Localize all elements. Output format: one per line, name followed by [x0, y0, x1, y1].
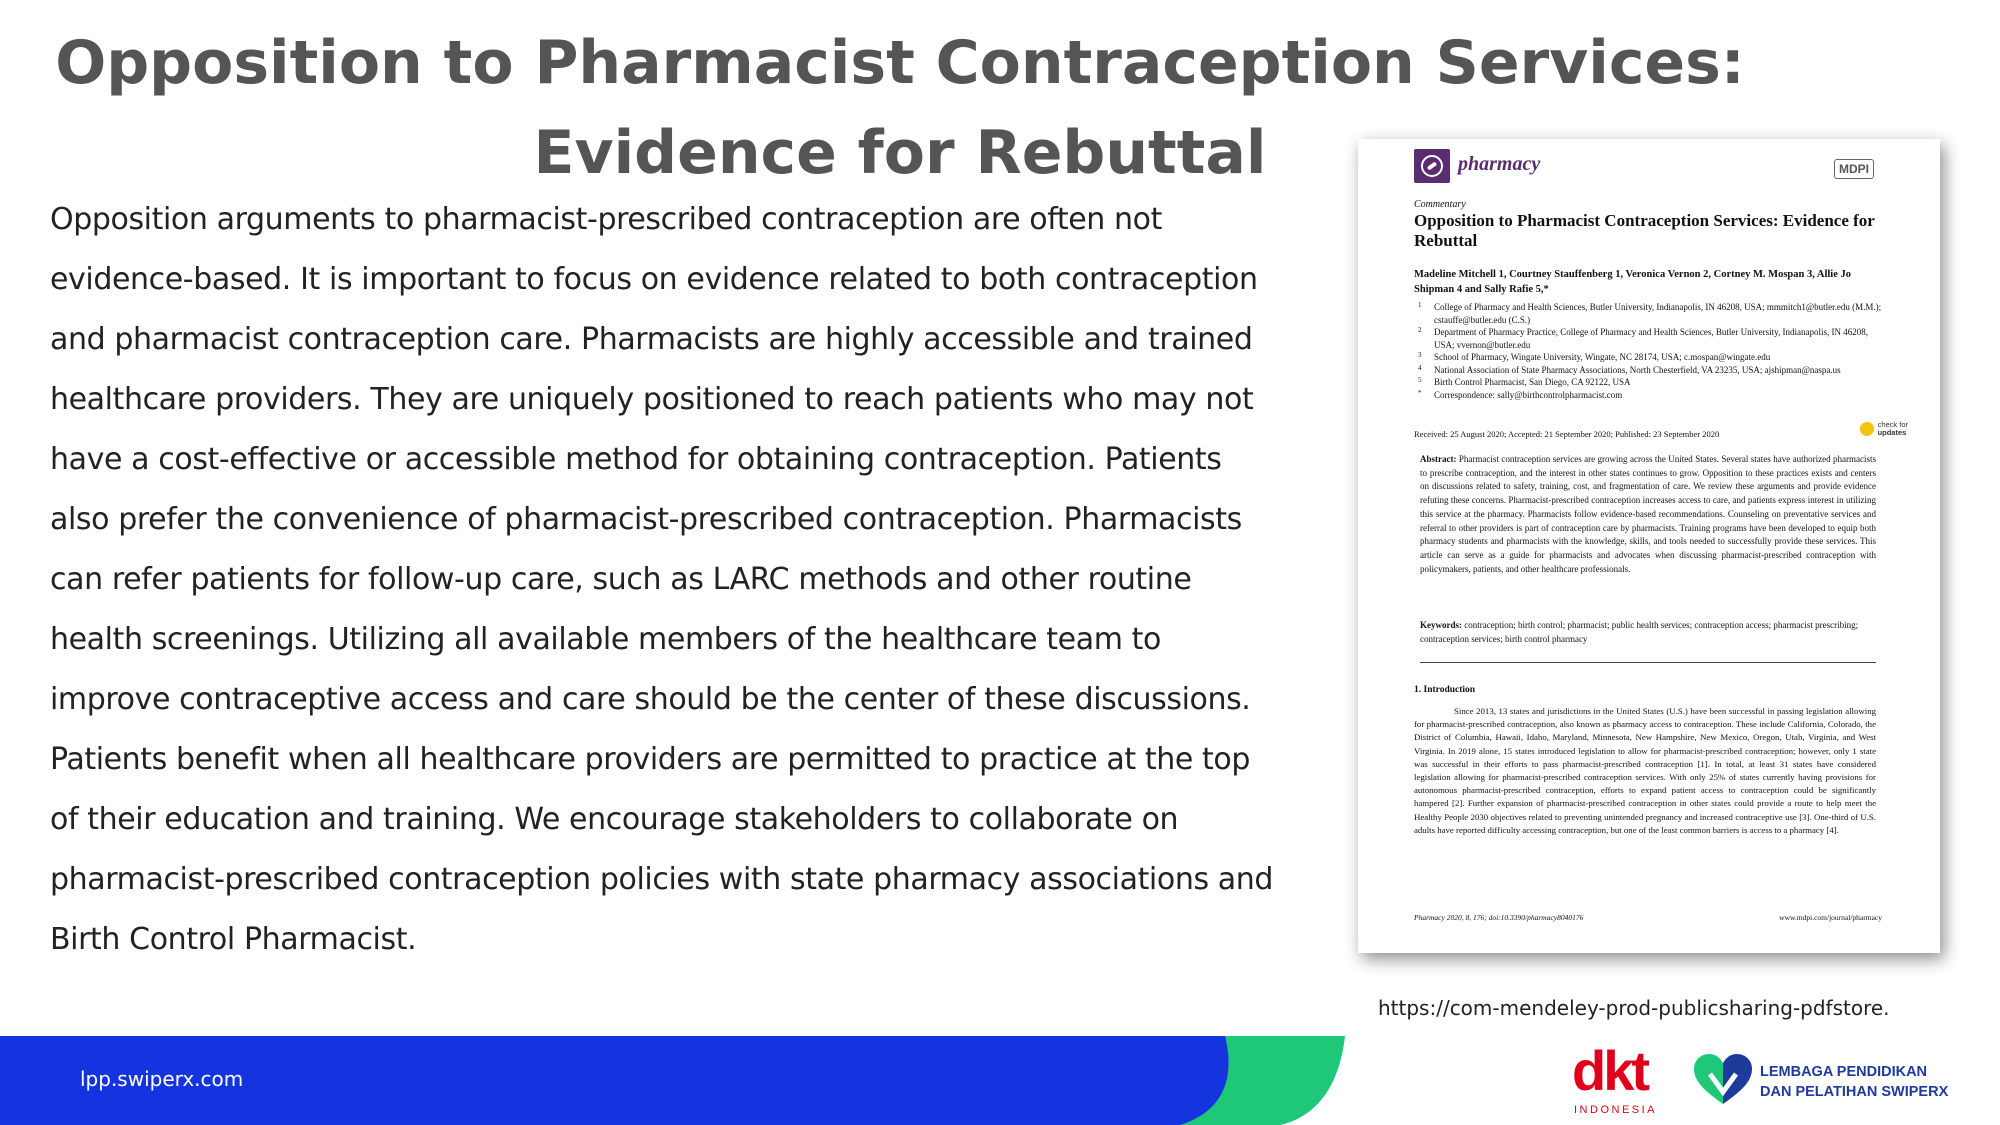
affiliation-item: 3 School of Pharmacy, Wingate University, Wingate, NC 28174, USA; c.mospan@wingate.edu [1418, 351, 1771, 362]
lpp-heart-icon [1692, 1052, 1754, 1106]
paper-type: Commentary [1414, 199, 1466, 210]
affiliation-item: 1 College of Pharmacy and Health Sciences, Butler University, Indianapolis, IN 46208, USA; mmmitch1@butler.edu (M.M.); cstauffe@butler.edu (C.S.) [1418, 301, 1882, 325]
paper-abstract: Abstract: Pharmacist contraception services are growing across the United States. Several states have authorized pharmacists to prescribe contraception, and the interest in other states continues to grow. Opposition to these practices exists and centers on discussions related to safety, training, cost, and fragmentation of care. We review these arguments and provide evidence refuting these concerns. Pharmacist-prescribed contraception increases access to care, and patients express interest in utilizing this service at the pharmacy. Pharmacists follow evidence-based recommendations. Counseling on preventative services and referral to other providers is part of contraception care by pharmacists. Training programs have been developed to equip both pharmacy students and pharmacists with the knowledge, skills, and tools needed to successfully provide these services. This article can serve as a guide for pharmacists and advocates when discussing pharmacist-prescribed contraception with policymakers, patients, and other healthcare professionals. [1420, 454, 1876, 574]
affiliation-item: 2 Department of Pharmacy Practice, College of Pharmacy and Health Sciences, Butler University, Indianapolis, IN 46208, USA; vvernon@butler.edu [1418, 326, 1869, 350]
intro-heading: 1. Introduction [1414, 685, 1476, 695]
source-url: https://com-mendeley-prod-publicsharing-pdfstore. [1378, 996, 1890, 1020]
paper-dates: Received: 25 August 2020; Accepted: 21 September 2020; Published: 23 September 2020 [1414, 429, 1720, 439]
dkt-logo: dkt INDONESIA [1572, 1039, 1658, 1116]
journal-name: pharmacy [1458, 153, 1541, 175]
affiliation-item: * Correspondence: sally@birthcontrolpharmacist.com [1418, 388, 1623, 400]
paper-title: Opposition to Pharmacist Contraception Services: Evidence for Rebuttal [1414, 211, 1875, 250]
slide-title-line1: Opposition to Pharmacist Contraception Services: [55, 28, 1745, 98]
publisher-logo: MDPI [1834, 159, 1874, 179]
footer-url: lpp.swiperx.com [80, 1067, 244, 1091]
lpp-logo-text: LEMBAGA PENDIDIKAN DAN PELATIHAN SWIPERX [1760, 1064, 1949, 1100]
check-updates-icon [1860, 422, 1874, 436]
intro-text: Since 2013, 13 states and jurisdictions in the United States (U.S.) have been successful in passing legislation allowing for pharmacist-prescribed contraception, also known as pharmacy access to contraception. These include California, Colorado, the District of Columbia, Hawaii, Idaho, Maryland, Minnesota, New Hampshire, New Mexico, Oregon, Utah, Virginia, and West Virginia. In 2019 alone, 15 states introduced legislation to allow for pharmacist-prescribed contraception; however, only 1 state was successful in their efforts to pass pharmacist-prescribed contraception [1]. In total, at least 31 states have considered legislation allowing for pharmacist-prescribed contraception services. With only 25% of states currently having provisions for autonomous pharmacist-prescribed contraception, efforts to expand patient access to contraception could be significantly hampered [2]. Further expansion of pharmacist-prescribed contraception in other states could provide a route to help meet the Healthy People 2030 objectives related to preventing unintended pregnancy and increased contraceptive use [3]. One-third of U.S. adults have reported difficulty accessing contraception, but one of the least common barriers is access to a pharmacy [4]. [1414, 706, 1876, 835]
slide-title-line2: Evidence for Rebuttal [533, 118, 1267, 188]
paper-affiliations [1414, 301, 1884, 401]
check-for-updates-badge: check for updates [1860, 421, 1908, 437]
paper-citation: Pharmacy 2020, 8, 176; doi:10.3390/pharmacy8040176 [1414, 913, 1584, 922]
paper-header [1414, 149, 1920, 189]
body-paragraph: Opposition arguments to pharmacist-prescribed contraception are often not evidence-based. It is important to focus on evidence related to both contraception and pharmacist contraception care. Pharmacists are highly accessible and trained healthcare providers. They are uniquely positioned to reach patients who may not have a cost-effective or accessible method for obtaining contraception. Patients also prefer the convenience of pharmacist-prescribed contraception. Pharmacists can refer patients for follow-up care, such as LARC methods and other routine health screenings. Utilizing all available members of the healthcare team to improve contraceptive access and care should be the center of these discussions. Patients benefit when all healthcare providers are permitted to practice at the top of their education and training. We encourage stakeholders to collaborate on pharmacist-prescribed contraception policies with state pharmacy associations and Birth Control Pharmacist. [50, 202, 1274, 957]
affiliation-item: 5 Birth Control Pharmacist, San Diego, CA 92122, USA [1418, 376, 1631, 387]
paper-authors: Madeline Mitchell 1, Courtney Stauffenberg 1, Veronica Vernon 2, Cortney M. Mospan 3, Allie Jo Shipman 4 and Sally Rafie 5,* [1414, 269, 1851, 295]
paper-keywords: Keywords: contraception; birth control; pharmacist; public health services; contraception access; pharmacist prescribing; contraception services; birth control pharmacy [1420, 620, 1859, 644]
paper-journal-url: www.mdpi.com/journal/pharmacy [1779, 913, 1882, 922]
journal-logo-icon [1414, 149, 1450, 183]
paper-preview [1358, 139, 1940, 953]
divider [1420, 662, 1876, 663]
affiliation-item: 4 National Association of State Pharmacy Associations, North Chesterfield, VA 23235, USA; ajshipman@naspa.us [1418, 363, 1841, 375]
